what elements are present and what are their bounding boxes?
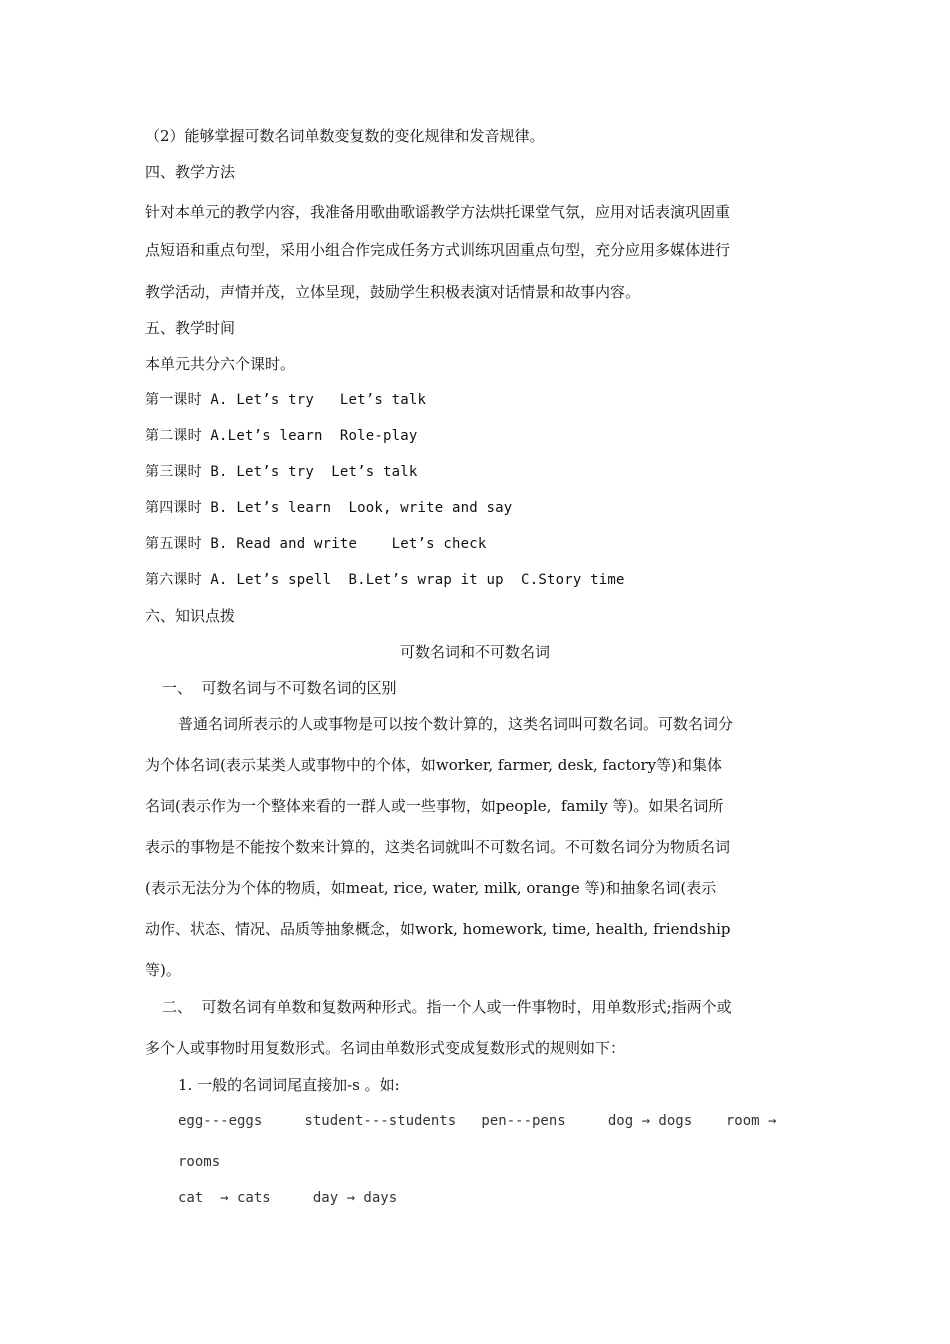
- paragraph-line: 等)。: [145, 961, 181, 979]
- objective-line: （2）能够掌握可数名词单数变复数的变化规律和发音规律。: [145, 127, 545, 145]
- section-heading-time: 五、教学时间: [145, 319, 236, 337]
- paragraph-line: 为个体名词(表示某类人或事物中的个体，如worker, farmer, desk, factory等)和集体: [145, 756, 722, 774]
- lesson-line: 第四课时 B. Let’s learn Look, write and say: [145, 500, 513, 516]
- paragraph-line: 教学活动，声情并茂，立体呈现，鼓励学生积极表演对话情景和故事内容。: [145, 283, 641, 301]
- paragraph-line: 动作、状态、情况、品质等抽象概念，如work, homework, time, health, friendship: [145, 920, 731, 938]
- example-line: egg---eggs student---students pen---pens dog → dogs room →: [178, 1113, 777, 1129]
- paragraph-line: (表示无法分为个体的物质，如meat, rice, water, milk, orange 等)和抽象名词(表示: [145, 879, 717, 897]
- lesson-line: 第三课时 B. Let’s try Let’s talk: [145, 464, 418, 480]
- subsection-heading: 一、 可数名词与不可数名词的区别: [162, 679, 397, 697]
- lesson-line: 第二课时 A.Let’s learn Role-play: [145, 428, 418, 444]
- paragraph-line: 表示的事物是不能按个数来计算的，这类名词就叫不可数名词。不可数名词分为物质名词: [145, 838, 731, 856]
- rule-line: 1. 一般的名词词尾直接加-s 。如:: [178, 1076, 400, 1094]
- paragraph-line: 点短语和重点句型，采用小组合作完成任务方式训练巩固重点句型，充分应用多媒体进行: [145, 241, 731, 259]
- section-heading-knowledge: 六、知识点拨: [145, 607, 236, 625]
- section-heading-methods: 四、教学方法: [145, 163, 236, 181]
- subsection-heading: 二、 可数名词有单数和复数两种形式。指一个人或一件事物时，用单数形式;指两个或: [162, 998, 732, 1016]
- lesson-line: 第一课时 A. Let’s try Let’s talk: [145, 392, 427, 408]
- centered-subtitle: 可数名词和不可数名词: [399, 643, 550, 661]
- paragraph-line: 针对本单元的教学内容，我准备用歌曲歌谣教学方法烘托课堂气氛，应用对话表演巩固重: [145, 203, 731, 221]
- lesson-line: 第六课时 A. Let’s spell B.Let’s wrap it up C.Story time: [145, 572, 625, 588]
- paragraph-line: 多个人或事物时用复数形式。名词由单数形式变成复数形式的规则如下：: [145, 1039, 626, 1057]
- paragraph-line: 本单元共分六个课时。: [145, 355, 296, 373]
- paragraph-line: 名词(表示作为一个整体来看的一群人或一些事物，如people, family 等)。如果名词所: [145, 797, 724, 815]
- paragraph-line: 普通名词所表示的人或事物是可以按个数计算的，这类名词叫可数名词。可数名词分: [178, 715, 734, 733]
- example-line: rooms: [178, 1154, 221, 1170]
- example-line: cat → cats day → days: [178, 1190, 398, 1206]
- lesson-line: 第五课时 B. Read and write Let’s check: [145, 536, 487, 552]
